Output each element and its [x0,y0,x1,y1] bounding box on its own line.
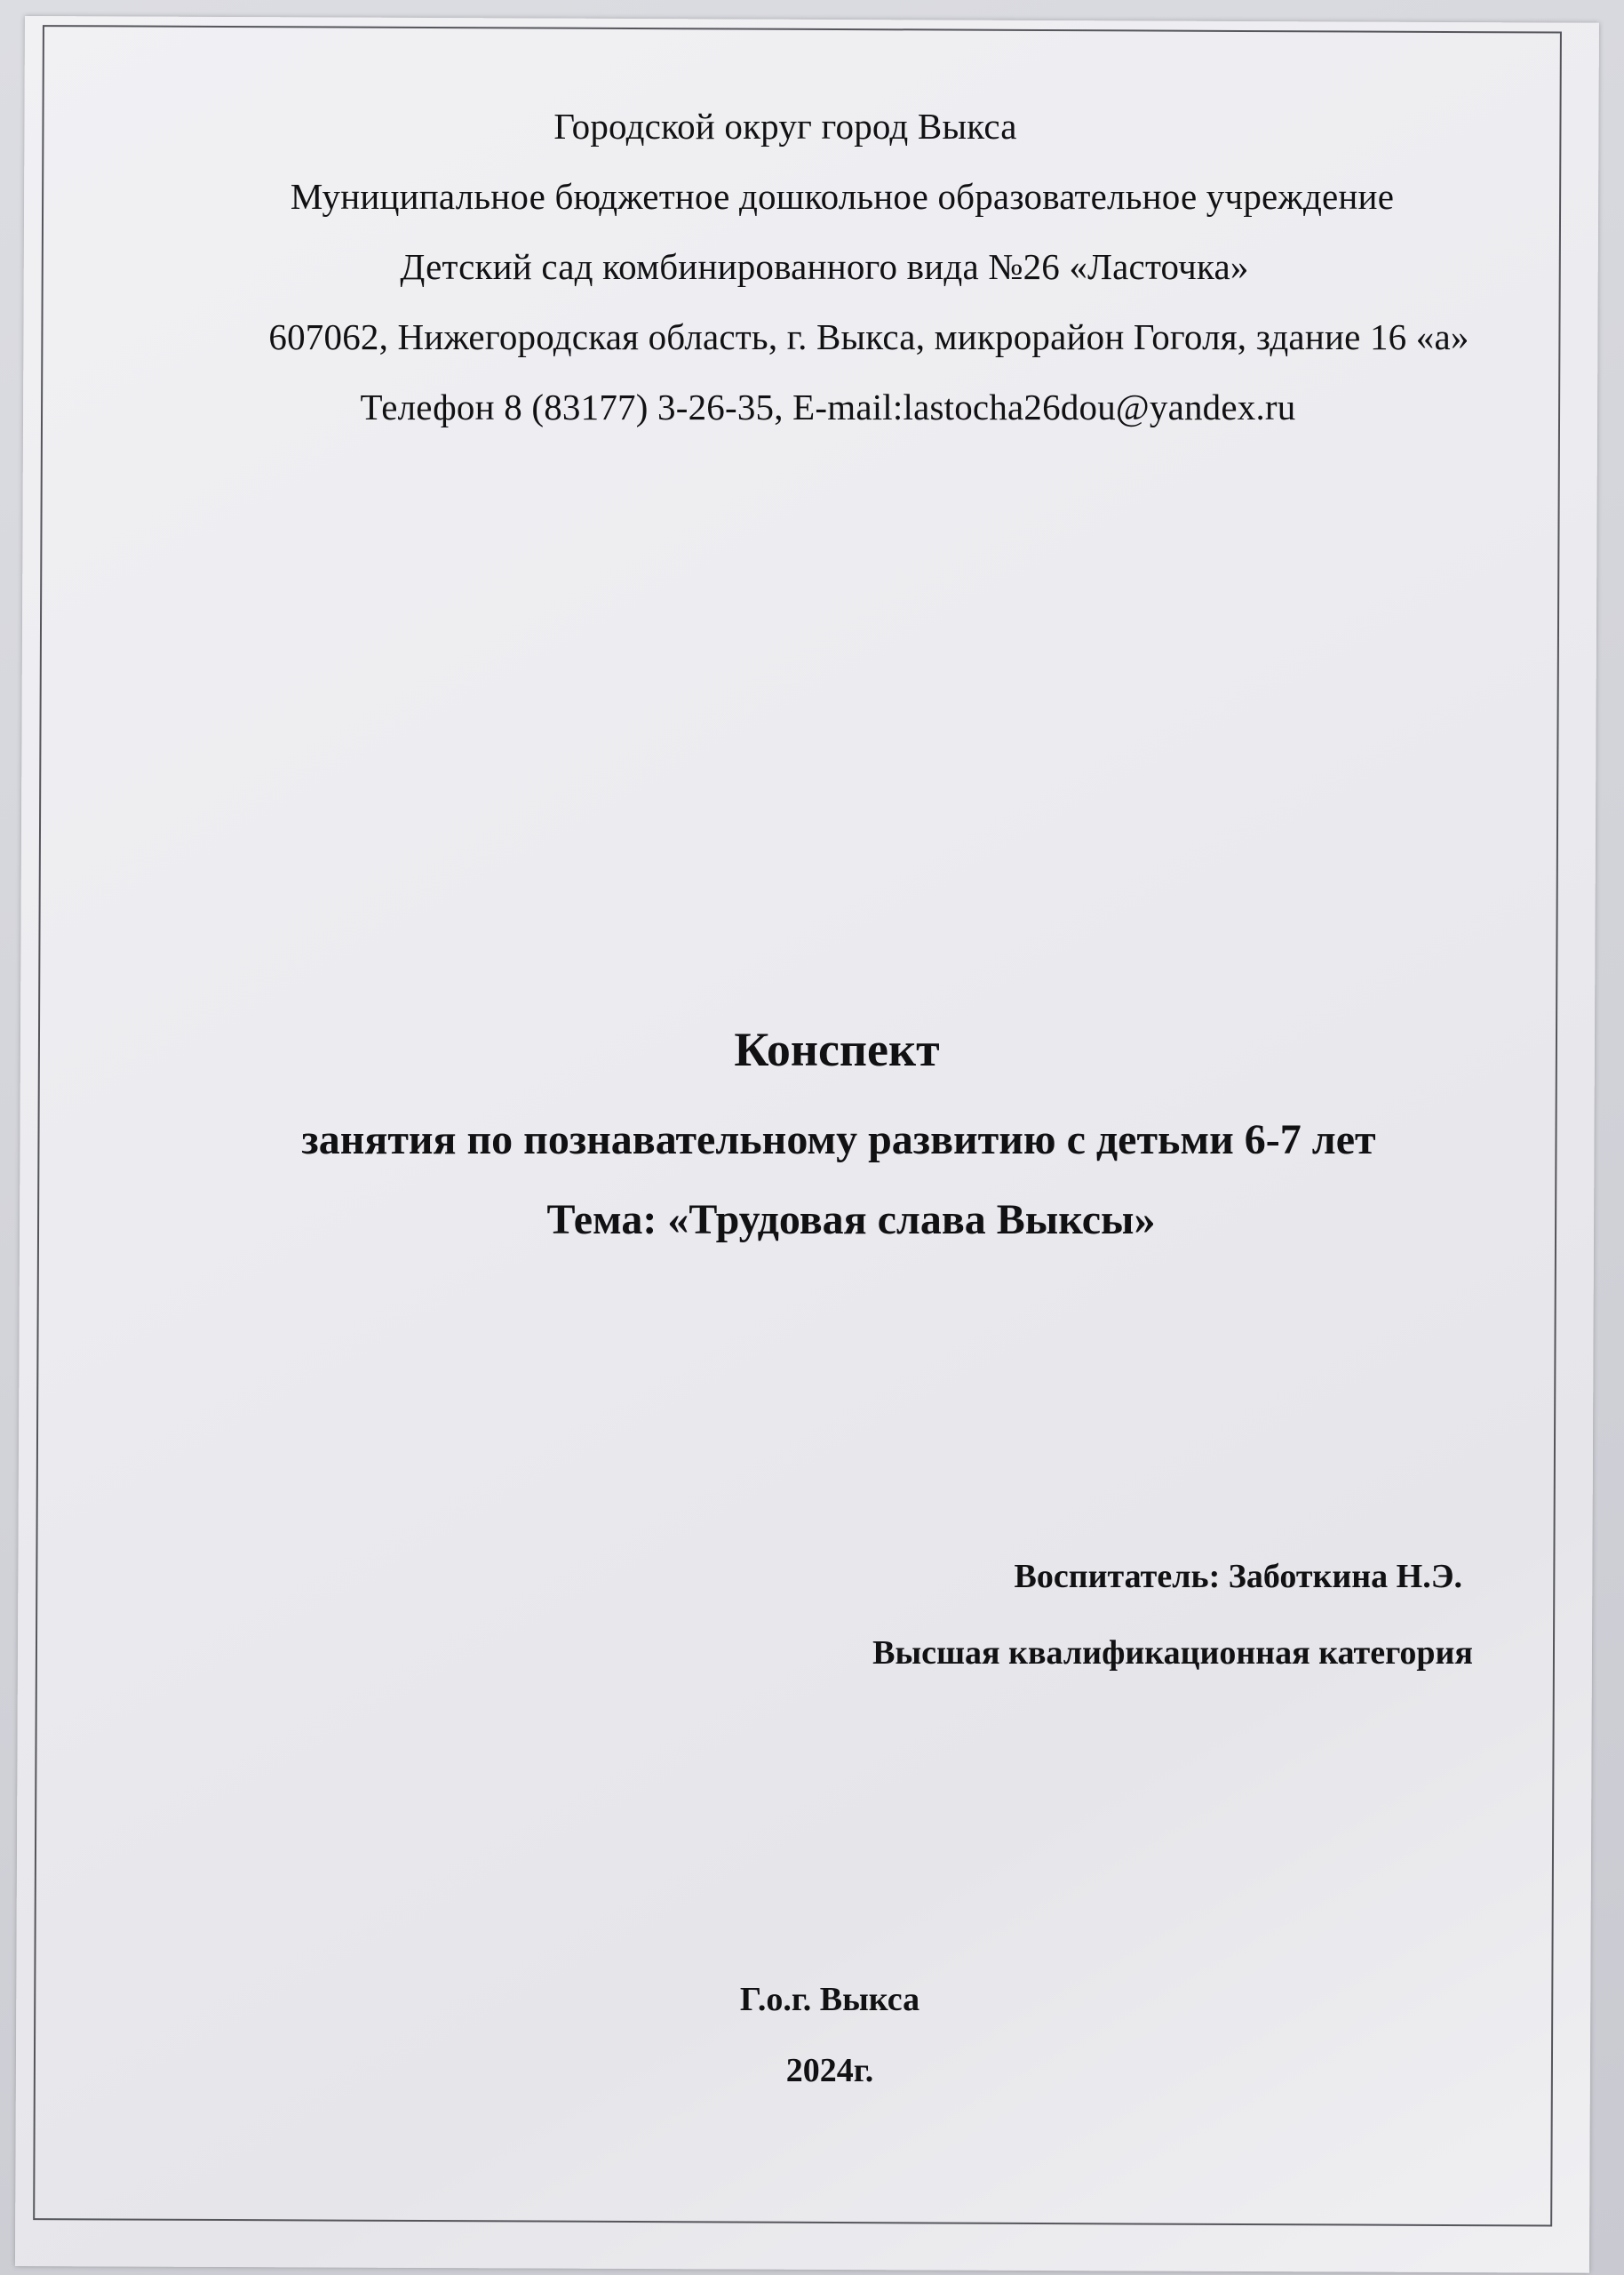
document-topic: Тема: «Трудовая слава Выксы» [546,1196,1156,1243]
footer-year: 2024г. [785,2052,874,2089]
header-contacts: Телефон 8 (83177) 3-26-35, E-mail:lastocha26dou@yandex.ru [360,387,1296,427]
header-address: 607062, Нижегородская область, г. Выкса, микрорайон Гоголя, здание 16 «а» [268,316,1469,357]
teacher-category: Высшая квалификационная категория [872,1634,1473,1672]
teacher-name: Воспитатель: Заботкина Н.Э. [1014,1558,1462,1595]
header-municipality: Городской округ город Выкса [553,106,1017,147]
footer-city: Г.о.г. Выкса [739,1981,920,2018]
document-subtitle: занятия по познавательному развитию с детьми 6-7 лет [301,1116,1376,1163]
header-kindergarten-name: Детский сад комбинированного вида №26 «Ласточка» [400,246,1249,287]
header-institution-type: Муниципальное бюджетное дошкольное образовательное учреждение [290,176,1395,217]
document-title: Конспект [734,1023,940,1076]
